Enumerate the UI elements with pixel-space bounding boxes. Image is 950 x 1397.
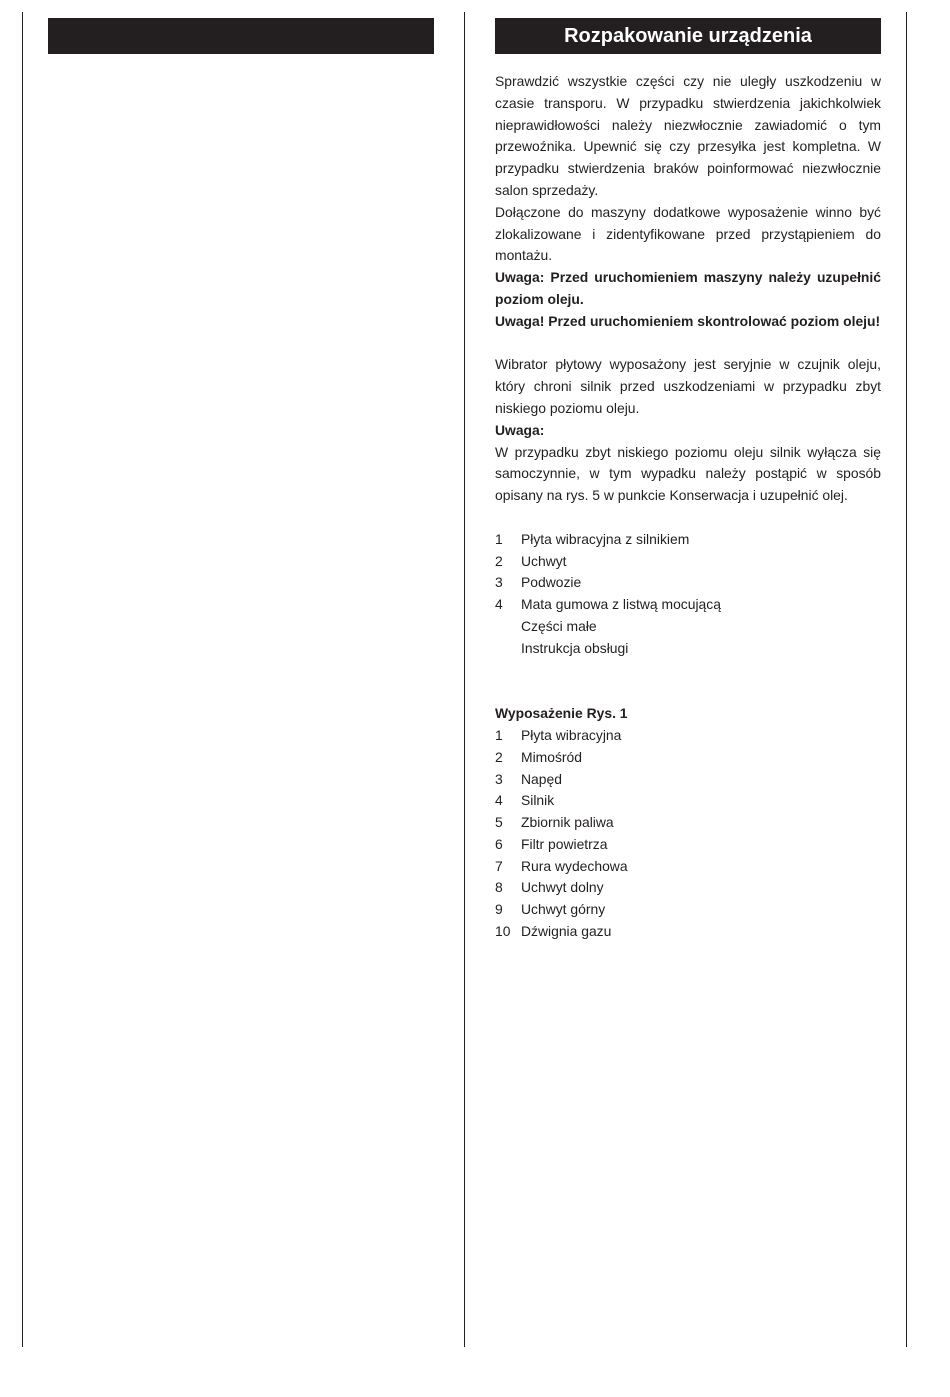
equipment-list bbox=[495, 725, 881, 943]
list-item: 5 Zbiornik paliwa bbox=[495, 814, 614, 831]
list-item: 9 Uchwyt górny bbox=[495, 901, 606, 918]
list-item: 2 Uchwyt bbox=[495, 552, 567, 569]
warning-label: Uwaga: bbox=[495, 421, 545, 438]
list-item: 6 Filtr powietrza bbox=[495, 835, 608, 852]
list-item: 4 Silnik bbox=[495, 792, 555, 809]
page-border-right bbox=[906, 12, 907, 1347]
accessories-paragraph: Dołączone do maszyny dodatkowe wyposażenie winno być zlokalizowane i zidentyfikowane przed przystąpieniem do montażu. bbox=[495, 203, 881, 264]
list-item: 2 Mimośród bbox=[495, 748, 582, 765]
list-item: 7 Rura wydechowa bbox=[495, 857, 628, 874]
equipment-heading: Wyposażenie Rys. 1 bbox=[495, 705, 628, 722]
list-item: Części małe bbox=[521, 617, 597, 634]
intro-paragraph: Sprawdzić wszystkie części czy nie uległy uszkodzeniu w czasie transporu. W przypadku stwierdzenia jakichkolwiek nieprawidłowości należy niezwłocznie zawiadomić o tym przewoźnika. Upewnić się czy przesyłka jest kompletna. W przypadku stwierdzenia braków poinformować niezwłocznie salon sprzedaży. bbox=[495, 73, 881, 198]
list-item: 1 Płyta wibracyjna z silnikiem bbox=[495, 530, 690, 547]
low-oil-paragraph: W przypadku zbyt niskiego poziomu oleju silnik wyłącza się samoczynnie, w tym wypadku należy postąpić w sposób opisany na rys. 5 w punkcie Konserwacja i uzupełnić olej. bbox=[495, 443, 881, 504]
oil-warning-2: Uwaga! Przed uruchomieniem skontrolować poziom oleju! bbox=[495, 312, 881, 329]
column-divider bbox=[464, 12, 465, 1347]
list-item: 3 Napęd bbox=[495, 770, 562, 787]
right-column-content bbox=[495, 71, 881, 943]
page-border-left bbox=[22, 12, 23, 1347]
package-contents-list bbox=[495, 529, 881, 660]
left-column-header bbox=[48, 18, 434, 54]
list-item: Instrukcja obsługi bbox=[521, 639, 629, 656]
list-item: 1 Płyta wibracyjna bbox=[495, 726, 622, 743]
section-title: Rozpakowanie urządzenia bbox=[495, 18, 881, 54]
oil-sensor-paragraph: Wibrator płytowy wyposażony jest seryjnie w czujnik oleju, który chroni silnik przed uszkodzeniami w przypadku zbyt niskiego poziomu oleju. bbox=[495, 356, 881, 416]
list-item: 4 Mata gumowa z listwą mocującą bbox=[495, 596, 721, 613]
list-item: 10 Dźwignia gazu bbox=[495, 923, 612, 940]
list-item: 3 Podwozie bbox=[495, 574, 582, 591]
list-item: 8 Uchwyt dolny bbox=[495, 879, 604, 896]
oil-warning-1: Uwaga: Przed uruchomieniem maszyny należy uzupełnić poziom oleju. bbox=[495, 269, 881, 307]
